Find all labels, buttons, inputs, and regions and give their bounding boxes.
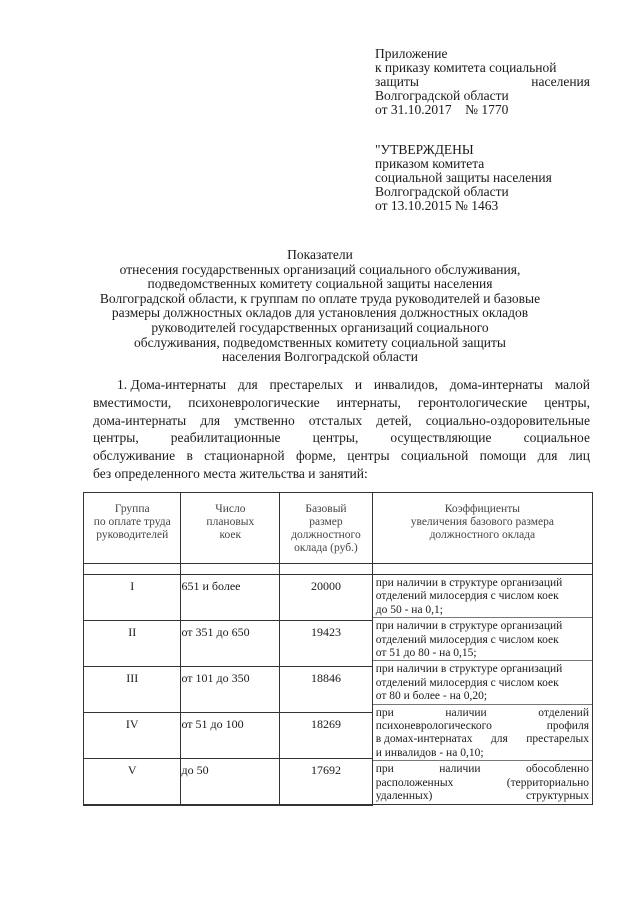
paragraph-word: малой <box>554 377 590 392</box>
coefficient-item <box>373 760 592 803</box>
coefficient-line: расположенных (территориально <box>375 776 589 789</box>
paragraph-line <box>93 429 590 447</box>
cell-group: II <box>84 620 181 666</box>
header-text: должностного оклада <box>429 529 536 541</box>
coefficient-line: при наличии в структуре организаций <box>375 620 563 633</box>
coefficient-line: от 80 и более - на 0,20; <box>375 690 488 703</box>
paragraph-word: отсталых <box>308 412 363 428</box>
appendix-word: населения <box>531 74 590 89</box>
coefficient-line: до 50 - на 0,1; <box>375 603 443 616</box>
cell-beds: 651 и более <box>181 575 280 621</box>
paragraph-word: центры, <box>544 394 590 410</box>
cell-salary: 20000 <box>280 575 373 621</box>
header-group <box>84 493 181 564</box>
table-header-row <box>84 493 593 564</box>
coefficient-line: отделений милосердия с числом коек <box>375 676 559 689</box>
header-text: Число <box>215 503 246 515</box>
paragraph-word: психоневрологические <box>188 394 320 410</box>
header-text: Базовый <box>305 503 347 515</box>
indicators-table <box>83 492 593 806</box>
paragraph-word: 1. Дома-интернаты <box>117 377 227 392</box>
header-text: Коэффициенты <box>444 503 520 515</box>
header-text: размер <box>309 516 343 528</box>
paragraph-word: геронтологические <box>417 394 528 410</box>
header-text: плановых <box>206 516 255 528</box>
cell-salary: 18269 <box>280 712 373 758</box>
paragraph-word: социально-оздоровительные <box>425 412 590 428</box>
title-line: обслуживания, подведомственных комитету социальной защиты <box>134 334 506 350</box>
paragraph-word: осуществляющие <box>390 430 492 446</box>
coefficient-line: отделений милосердия с числом коек <box>375 590 559 603</box>
appendix-date-number: от 31.10.2017 № 1770 <box>375 102 509 117</box>
table-filler-row <box>84 804 593 805</box>
paragraph-line <box>93 447 590 465</box>
coefficient-line: при наличии обособленно <box>375 763 589 776</box>
title-line: руководителей государственных организаций социального <box>151 319 489 335</box>
header-salary <box>280 493 373 564</box>
title-line: населения Волгоградской области <box>222 349 418 365</box>
header-text: коек <box>219 529 242 541</box>
header-beds <box>181 493 280 564</box>
paragraph-word: центры, <box>312 430 359 446</box>
appendix-line: к приказу комитета социальной <box>375 60 557 75</box>
coefficient-line: при наличии в структуре организаций <box>375 663 563 676</box>
paragraph-line <box>93 394 590 412</box>
title-line: Волгоградской области, к группам по оплате труда руководителей и базовые <box>99 290 541 306</box>
appendix-line: Приложение <box>375 46 448 61</box>
header-text: Группа <box>114 503 150 515</box>
header-text: руководителей <box>96 529 169 541</box>
paragraph-word: центры <box>347 448 390 464</box>
paragraph-word: детей, <box>376 412 412 428</box>
paragraph-word: дома-интернаты <box>93 412 187 428</box>
paragraph-word: в <box>186 448 193 464</box>
coefficient-line: от 51 до 80 - на 0,15; <box>375 647 477 660</box>
cell-group: III <box>84 666 181 712</box>
paragraph-word: дома-интернаты <box>449 377 543 392</box>
cell-group: IV <box>84 712 181 758</box>
paragraph-word: и <box>354 377 363 392</box>
approved-date-number: от 13.10.2015 № 1463 <box>375 198 499 213</box>
coefficient-line: удаленных) структурных <box>375 790 589 803</box>
cell-coefficients <box>372 575 592 805</box>
coefficient-line: в домах-интернатах для престарелых <box>375 733 589 746</box>
appendix-line <box>375 75 590 89</box>
coefficient-line: психоневрологического профиля <box>375 720 589 733</box>
cell-beds: от 51 до 100 <box>181 712 280 758</box>
paragraph-line: без определенного места жительства и занятий: <box>93 465 368 481</box>
title-line: отнесения государственных организаций социального обслуживания, <box>119 261 521 277</box>
approved-line: социальной защиты населения <box>375 170 552 185</box>
table-row <box>84 575 593 621</box>
coefficient-line: при наличии отделений <box>375 706 589 719</box>
header-text: оклада (руб.) <box>294 542 358 554</box>
paragraph-word: центры, <box>93 430 139 446</box>
paragraph-word: социальное <box>523 430 590 446</box>
appendix-header <box>375 47 590 117</box>
cell-salary: 18846 <box>280 666 373 712</box>
coefficient-line: при наличии в структуре организаций <box>375 577 563 589</box>
header-text: по оплате труда <box>93 516 171 528</box>
paragraph-word: социальной <box>400 448 469 464</box>
paragraph-word: форме, <box>295 448 336 464</box>
approved-line: "УТВЕРЖДЕНЫ <box>375 142 474 157</box>
cell-salary: 17692 <box>280 758 373 804</box>
paragraph-word: лиц <box>568 448 590 464</box>
title-line: подведомственных комитету социальной защиты населения <box>147 276 493 292</box>
coefficient-item <box>373 575 592 617</box>
cell-beds: от 351 до 650 <box>181 620 280 666</box>
paragraph-word: интернаты, <box>336 394 401 410</box>
paragraph-word: вместимости, <box>93 394 172 410</box>
table-spacer-row <box>84 564 593 575</box>
cell-beds: до 50 <box>181 758 280 804</box>
coefficient-item <box>373 660 592 703</box>
header-text: увеличения базового размера <box>410 516 554 528</box>
paragraph-1 <box>93 376 590 483</box>
appendix-line: Волгоградской области <box>375 88 509 103</box>
paragraph-word: помощи <box>479 448 527 464</box>
paragraph-word: для <box>237 377 258 392</box>
coefficient-item <box>373 617 592 660</box>
paragraph-word: для <box>537 448 558 464</box>
paragraph-word: умственно <box>234 412 295 428</box>
approved-header <box>375 143 590 213</box>
title-line: Показатели <box>287 247 353 262</box>
header-coefficients <box>372 493 592 564</box>
paragraph-word: престарелых <box>269 377 344 392</box>
paragraph-word: реабилитационные <box>170 430 281 446</box>
cell-beds: от 101 до 350 <box>181 666 280 712</box>
appendix-word: защиты <box>375 74 419 89</box>
coefficient-line: и инвалидов - на 0,10; <box>375 746 484 759</box>
cell-group: V <box>84 758 181 804</box>
paragraph-word: инвалидов, <box>373 377 438 392</box>
paragraph-word: стационарной <box>204 448 285 464</box>
coefficient-item <box>373 704 592 761</box>
paragraph-line <box>93 412 590 430</box>
approved-line: приказом комитета <box>375 156 485 171</box>
cell-group: I <box>84 575 181 621</box>
header-text: должностного <box>291 529 361 541</box>
approved-line: Волгоградской области <box>375 184 509 199</box>
paragraph-word: для <box>200 412 221 428</box>
coefficient-line: отделений милосердия с числом коек <box>375 633 559 646</box>
title-line: размеры должностных окладов для установления должностных окладов <box>111 305 529 321</box>
paragraph-word: обслуживание <box>93 448 176 464</box>
cell-salary: 19423 <box>280 620 373 666</box>
document-title <box>80 248 560 365</box>
paragraph-line <box>93 376 590 394</box>
